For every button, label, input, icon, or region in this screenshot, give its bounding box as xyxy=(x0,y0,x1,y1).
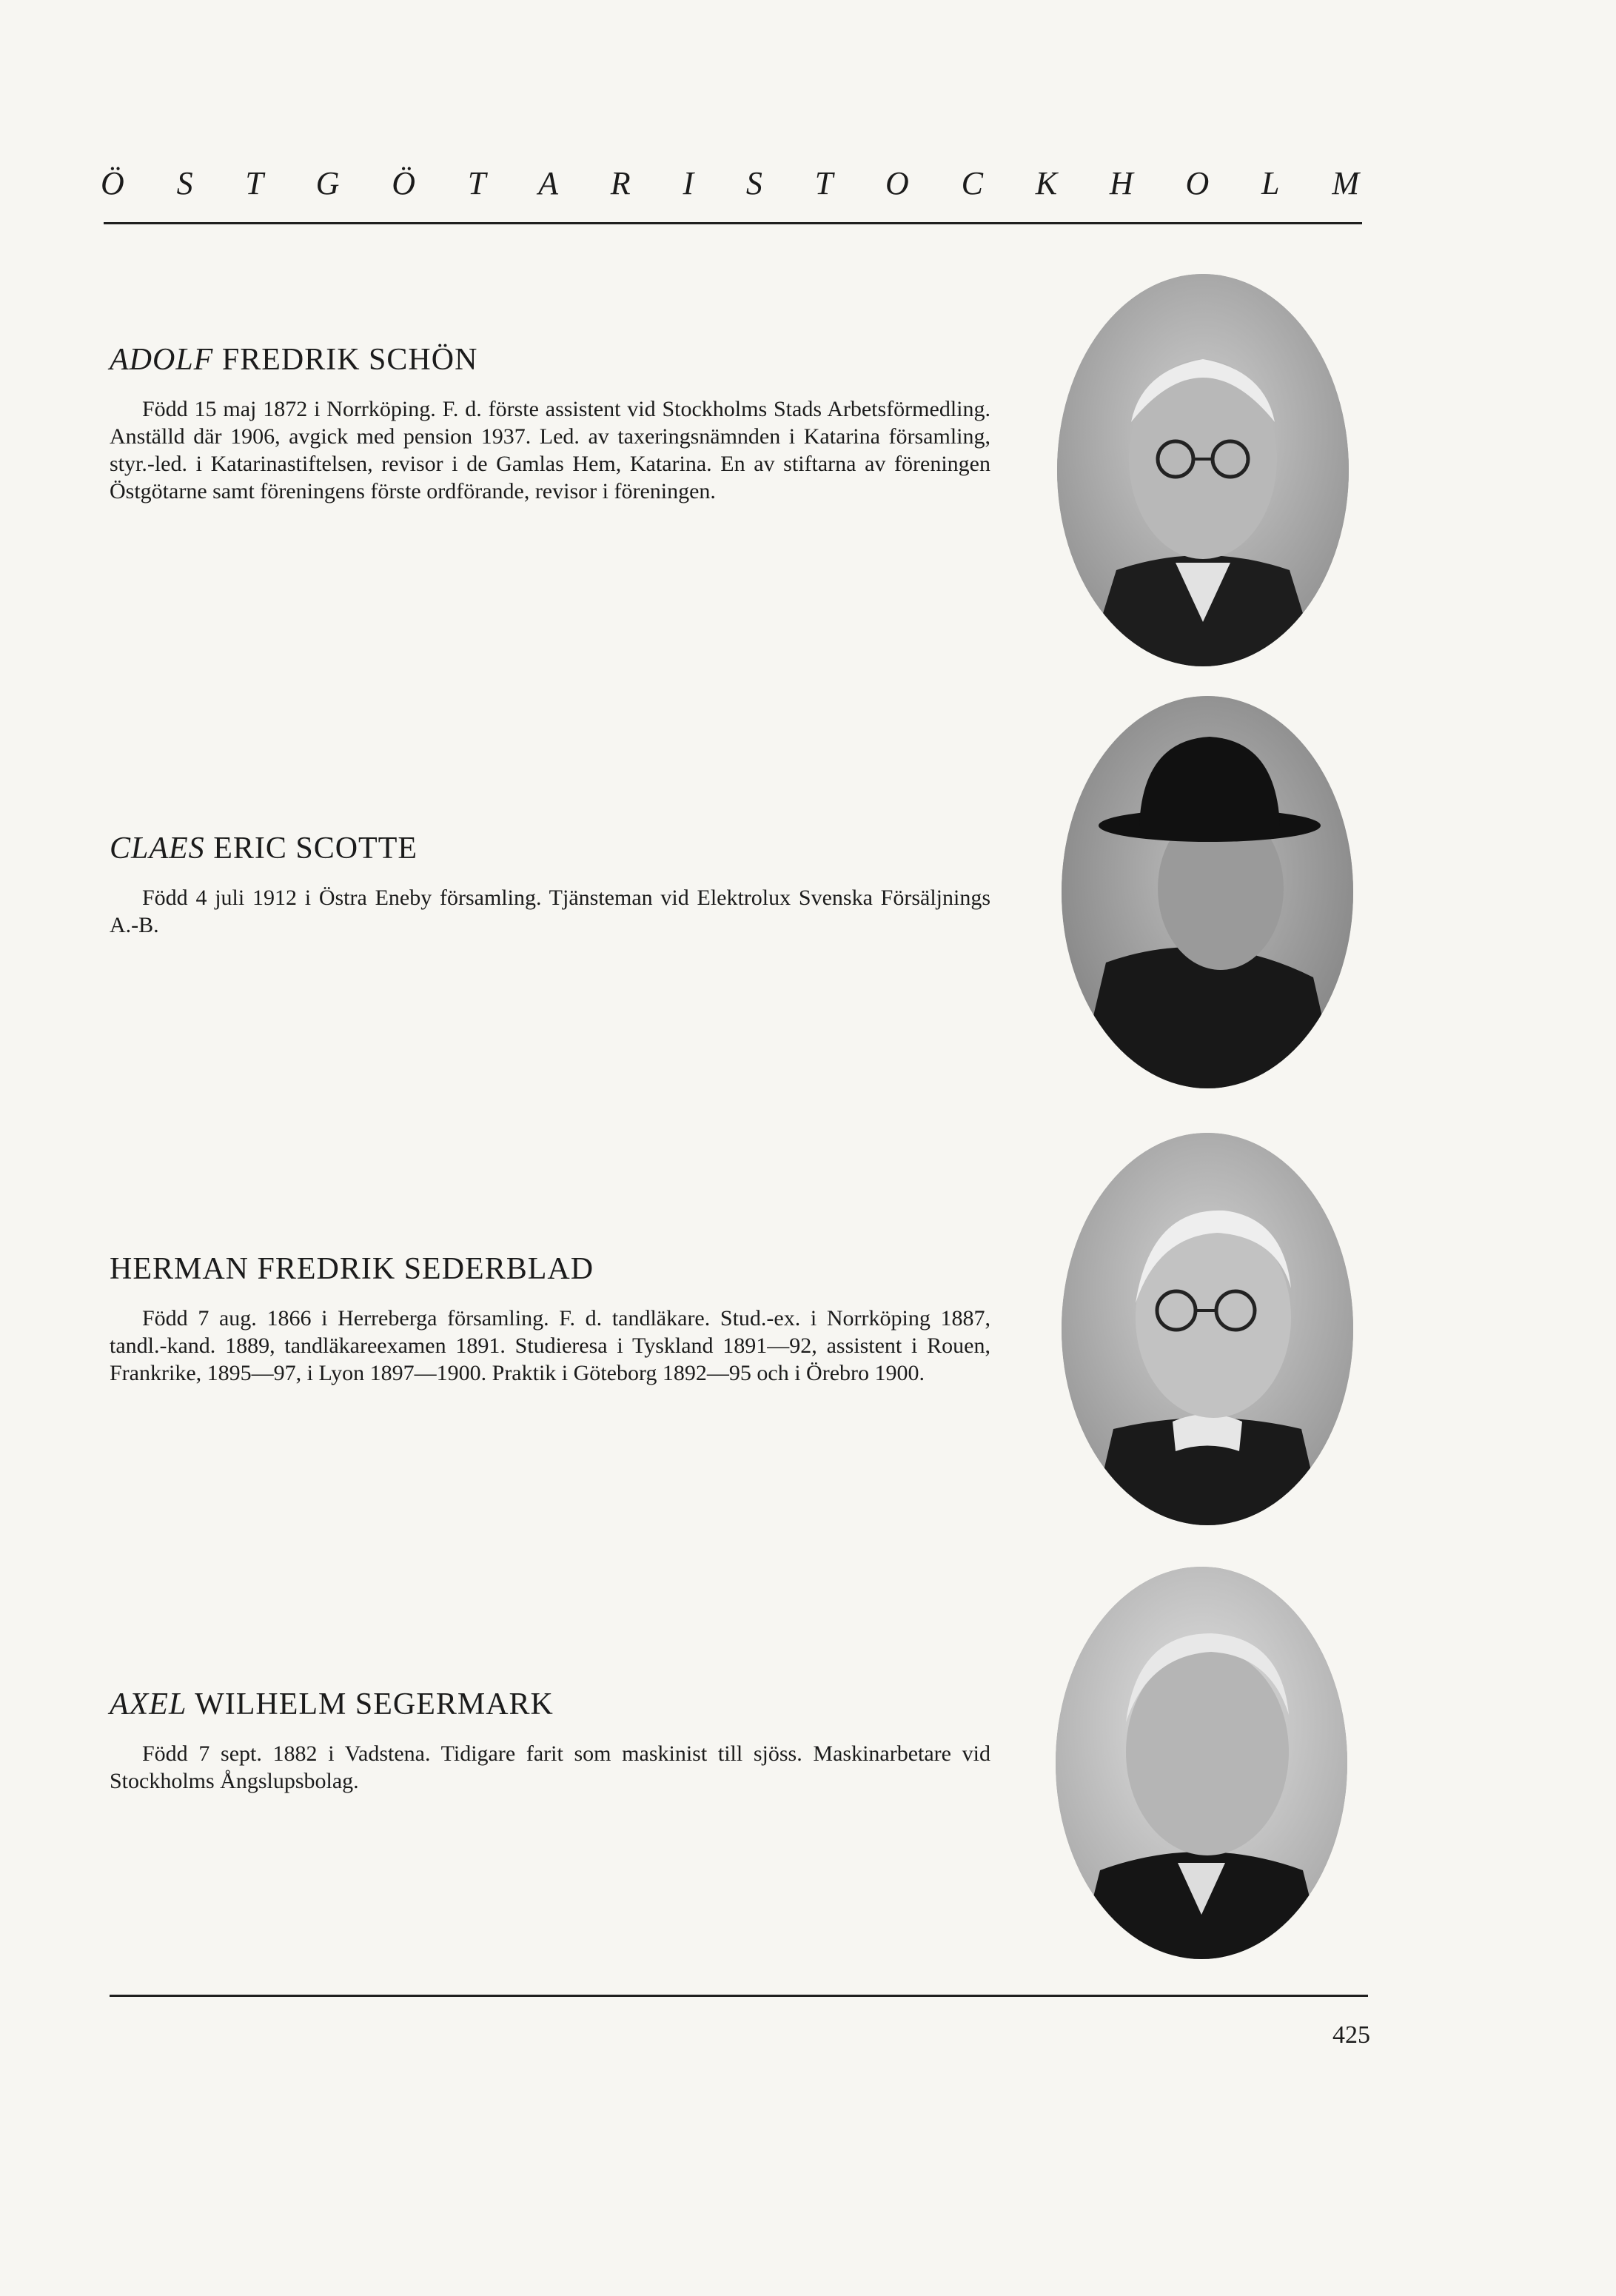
header-letter: G xyxy=(315,165,340,201)
entry-rest-name: ERIC SCOTTE xyxy=(213,831,418,866)
entry-bio: Född 7 aug. 1866 i Herreberga församling. F. d. tandläkare. Stud.-ex. i Norrköping 1887, tandl.-kand. 1889, tandläkareexamen 1891. Studieresa i Tyskland 1891—92, assistent i Rouen, Frankrike, 1895—97, i Lyon 1897—1900. Praktik i Göteborg 1892—95 och i Örebro 1900. xyxy=(110,1306,990,1385)
header-letter: S xyxy=(745,165,762,201)
entry-first-name: AXEL xyxy=(110,1687,187,1721)
header-letter: L xyxy=(1261,165,1280,201)
header-rule xyxy=(104,222,1362,224)
footer-rule xyxy=(110,1995,1368,1997)
portrait-photo xyxy=(1056,1567,1347,1959)
header-letter: I xyxy=(683,165,694,201)
entry-axel-wilhelm-segermark xyxy=(110,1687,990,1795)
page-number: 425 xyxy=(1332,2021,1370,2049)
header-letter: T xyxy=(245,165,264,201)
header-letter: A xyxy=(538,165,558,201)
portrait-photo xyxy=(1062,696,1353,1088)
header-letter: C xyxy=(961,165,983,201)
entry-name xyxy=(110,342,990,378)
entry-rest-name: FREDRIK SCHÖN xyxy=(221,343,478,377)
header-letter: M xyxy=(1332,165,1359,201)
header-letter: H xyxy=(1109,165,1133,201)
entry-first-name: CLAES xyxy=(110,831,205,866)
entry-bio: Född 15 maj 1872 i Norrköping. F. d. förste assistent vid Stockholms Stads Arbetsförmedling. Anställd där 1906, avgick med pension 1937. Led. av taxeringsnämnden i Katarina församling, styr.-led. i Katarinastiftelsen, revisor i de Gamlas Hem, Katarina. En av stiftarna av föreningen Östgötarne samt föreningens förste ordförande, revisor i föreningen. xyxy=(110,397,990,503)
entry-adolf-fredrik-schon xyxy=(110,342,990,505)
entry-claes-eric-scotte xyxy=(110,831,990,939)
header-letter: R xyxy=(610,165,631,201)
header-letter: Ö xyxy=(392,165,416,201)
header-letter: Ö xyxy=(101,165,124,201)
header-letter: T xyxy=(814,165,834,201)
entry-bio: Född 4 juli 1912 i Östra Eneby församling. Tjänsteman vid Elektrolux Svenska Försäljnings A.-B. xyxy=(110,886,990,937)
entry-herman-fredrik-sederblad xyxy=(110,1251,990,1387)
entry-rest-name: WILHELM SEGERMARK xyxy=(195,1687,554,1721)
entry-first-name: ADOLF xyxy=(110,343,214,377)
entry-name xyxy=(110,831,990,866)
header-letter: K xyxy=(1035,165,1058,201)
portrait-photo xyxy=(1062,1133,1353,1525)
entry-name xyxy=(110,1251,990,1287)
header-letter: O xyxy=(885,165,909,201)
entry-name xyxy=(110,1687,990,1722)
header-letter: O xyxy=(1185,165,1210,201)
header-letter: T xyxy=(467,165,486,201)
entry-rest-name: HERMAN FREDRIK SEDERBLAD xyxy=(110,1252,594,1286)
header-letter: S xyxy=(176,165,193,201)
portrait-photo xyxy=(1057,274,1349,666)
running-header xyxy=(101,164,1359,202)
entry-bio: Född 7 sept. 1882 i Vadstena. Tidigare farit som maskinist till sjöss. Maskinarbetare vid Stockholms Ångslupsbolag. xyxy=(110,1741,990,1793)
